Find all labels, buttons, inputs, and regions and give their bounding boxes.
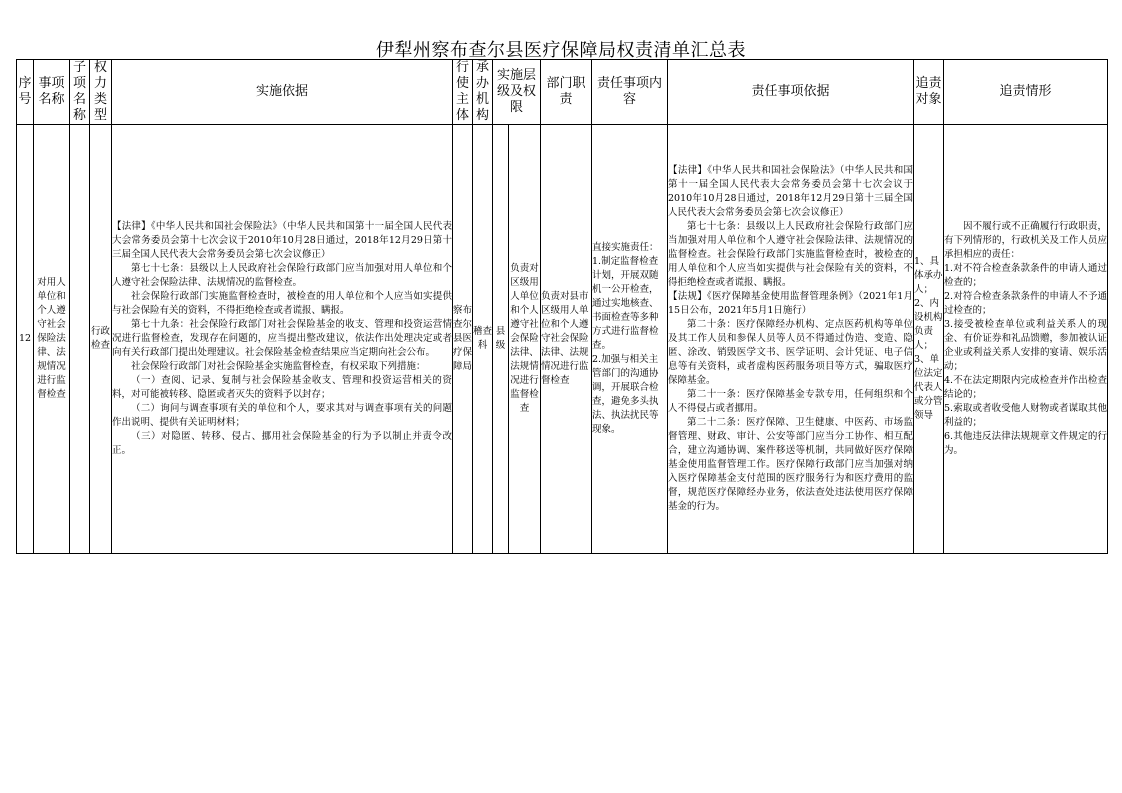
responsibility-table xyxy=(16,59,1108,554)
basis-para: （三）对隐匿、转移、侵占、挪用社会保险基金的行为予以制止并责令改正。 xyxy=(112,431,452,456)
cell-item: 对用人单位和个人遵守社会保险法律、法规情况进行监督检查 xyxy=(34,125,70,554)
table-row xyxy=(17,125,1108,554)
situation-item: 因不履行或不正确履行行政职责，有下列情形的，行政机关及工作人员应承担相应的责任： xyxy=(944,221,1108,260)
page-title: 伊犁州察布查尔县医疗保障局权责清单汇总表 xyxy=(376,40,746,61)
header-situation: 追责情形 xyxy=(944,60,1108,125)
header-office: 承办机构 xyxy=(473,60,493,125)
resp-basis-para: 【法律】《中华人民共和国社会保险法》（中华人民共和国第十一届全国人民代表大会常务委员会第十七次会议于2010年10月28日通过，2018年12月29日第十三届全国人民代表大会常务委员会第七次会议修正） xyxy=(668,165,914,218)
target-item: 3、单位法定代表人或分管领导 xyxy=(914,354,943,421)
cell-level: 县级 xyxy=(493,125,509,554)
cell-type: 行政检查 xyxy=(90,125,112,554)
situation-item: 2.对符合检查条款条件的申请人不予通过检查的； xyxy=(944,291,1108,316)
basis-para: （一）查阅、记录、复制与社会保险基金收支、管理和投资运营相关的资料，对可能被转移、隐匿或者灭失的资料予以封存； xyxy=(112,375,452,400)
header-resp-basis: 责任事项依据 xyxy=(668,60,914,125)
resp-basis-para: 第二十条：医疗保障经办机构、定点医药机构等单位及其工作人员和参保人员等人员不得通过伪造、变造、隐匿、涂改、销毁医学文书、医学证明、会计凭证、电子信息等有关资料，或者虚构医药服务项目等方式，骗取医疗保障基金。 xyxy=(668,319,914,386)
resp-basis-para: 第二十二条：医疗保障、卫生健康、中医药、市场监督管理、财政、审计、公安等部门应当分工协作、相互配合，建立沟通协调、案件移送等机制，共同做好医疗保障基金使用监督管理工作。医疗保障行政部门应当加强对纳入医疗保障基金支付范围的医疗服务行为和医疗费用的监督，规范医疗保障经办业务，依法查处违法使用医疗保障基金的行为。 xyxy=(668,417,914,512)
basis-para: 社会保险行政部门实施监督检查时，被检查的用人单位和个人应当如实提供与社会保险有关的资料，不得拒绝检查或者谎报、瞒报。 xyxy=(112,291,452,316)
header-seq: 序号 xyxy=(17,60,34,125)
situation-item: 5.索取或者收受他人财物或者谋取其他利益的； xyxy=(944,403,1108,428)
cell-subject: 察布查尔县医疗保障局 xyxy=(453,125,473,554)
header-resp-item: 责任事项内容 xyxy=(592,60,668,125)
cell-office: 稽查科 xyxy=(473,125,493,554)
target-item: 2、内设机构负责人； xyxy=(914,298,943,351)
cell-basis xyxy=(112,125,453,554)
cell-subitem xyxy=(70,125,90,554)
situation-item: 6.其他违反法律法规规章文件规定的行为。 xyxy=(944,431,1108,456)
header-type: 权力类型 xyxy=(90,60,112,125)
header-item: 事项名称 xyxy=(34,60,70,125)
resp-basis-para: 【法规】《医疗保障基金使用监督管理条例》（2021年1月15日公布，2021年5月1日施行） xyxy=(668,291,914,316)
target-item: 1、具体承办人； xyxy=(914,256,943,295)
table-header-row xyxy=(17,60,1108,125)
basis-para: 第七十九条：社会保险行政部门对社会保险基金的收支、管理和投资运营情况进行监督检查，发现存在问题的，应当提出整改建议，依法作出处理决定或者向有关行政部门提出处理建议。社会保险基金检查结果应当定期向社会公布。 xyxy=(112,319,452,358)
header-subject: 行使主体 xyxy=(453,60,473,125)
cell-situation xyxy=(944,125,1108,554)
header-target: 追责对象 xyxy=(914,60,944,125)
cell-level-detail: 负责对区级用人单位和个人遵守社会保险法律、法规情况进行监督检查 xyxy=(509,125,541,554)
situation-item: 1.对不符合检查条款条件的申请人通过检查的； xyxy=(944,263,1108,288)
cell-seq: 12 xyxy=(17,125,34,554)
basis-para: 【法律】《中华人民共和国社会保险法》（中华人民共和国第十一届全国人民代表大会常务委员会第十七次会议于2010年10月28日通过，2018年12月29日第十三届全国人民代表大会常务委员会第七次会议修正） xyxy=(112,221,452,260)
header-basis: 实施依据 xyxy=(112,60,453,125)
cell-target xyxy=(914,125,944,554)
header-level: 实施层级及权限 xyxy=(493,60,541,125)
resp-item-para: 1.制定监督检查计划，开展双随机一公开检查，通过实地核查、书面检查等多种方式进行监督检查。 xyxy=(592,256,659,351)
basis-para: （二）询问与调查事项有关的单位和个人，要求其对与调查事项有关的问题作出说明、提供有关证明材料； xyxy=(112,403,452,428)
resp-basis-para: 第二十一条：医疗保障基金专款专用，任何组织和个人不得侵占或者挪用。 xyxy=(668,389,914,414)
resp-item-para: 2.加强与相关主管部门的沟通协调，开展联合检查，避免多头执法、执法扰民等现象。 xyxy=(592,354,659,435)
header-dept-duty: 部门职责 xyxy=(541,60,592,125)
situation-item: 3.接受被检查单位或利益关系人的现金、有价证券和礼品馈赠，参加被认证企业或利益关系人安排的宴请、娱乐活动； xyxy=(944,319,1108,372)
cell-resp-basis xyxy=(668,125,914,554)
basis-para: 社会保险行政部门对社会保险基金实施监督检查，有权采取下列措施： xyxy=(131,361,426,372)
cell-dept-duty: 负责对县市区级用人单位和个人遵守社会保险法律、法规情况进行监督检查 xyxy=(541,125,592,554)
basis-para: 第七十七条：县级以上人民政府社会保险行政部门应当加强对用人单位和个人遵守社会保险法律、法规情况的监督检查。 xyxy=(112,263,452,288)
situation-item: 4.不在法定期限内完成检查并作出检查结论的； xyxy=(944,375,1108,400)
header-subitem: 子项名称 xyxy=(70,60,90,125)
cell-resp-item xyxy=(592,125,668,554)
resp-item-para: 直接实施责任： xyxy=(592,242,659,253)
resp-basis-para: 第七十七条：县级以上人民政府社会保险行政部门应当加强对用人单位和个人遵守社会保险法律、法规情况的监督检查。社会保险行政部门实施监督检查时，被检查的用人单位和个人应当如实提供与社会保险有关的资料，不得拒绝检查或者谎报、瞒报。 xyxy=(668,221,914,288)
